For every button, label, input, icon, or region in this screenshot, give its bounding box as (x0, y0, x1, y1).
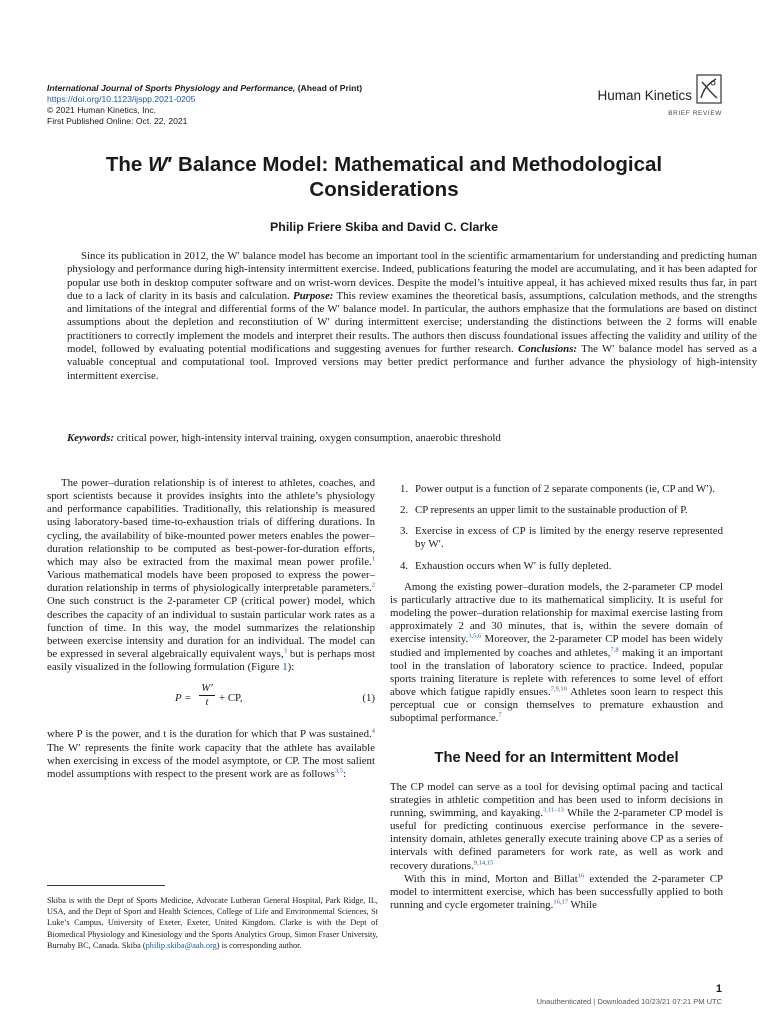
morton-paragraph (390, 873, 723, 912)
citation[interactable]: 7,9,10 (550, 685, 567, 693)
fraction-denominator: t (205, 696, 209, 709)
citation[interactable]: 1 (371, 555, 375, 563)
section-heading: The Need for an Intermittent Model (434, 749, 679, 766)
author-list: Philip Friere Skiba and David C. Clarke (270, 220, 498, 234)
list-item (390, 560, 723, 573)
cp-text-2: Moreover, the 2-parameter CP model has been widely studied and implemented by coaches and athletes, (390, 633, 723, 659)
list-number: 3. (400, 525, 409, 538)
title-post: Balance Model: Mathematical and Methodological Considerations (172, 153, 663, 201)
intro-text-1: The power–duration relationship is of interest to athletes, coaches, and sport scientists because it provides insights into the athlete’s physiology and performance capabilities. Traditionally, this relationship is measured using laboratory-based time-to-exhaustion trials of differing durations. In cycling, the availability of bike-mounted power meters enables the power–duration relationship to be computed as best-power-for-duration efforts, which may also be extracted from the maximal mean power profile. (47, 477, 375, 568)
list-number: 1. (400, 483, 409, 495)
abstract-intro: Since its publication in 2012, the W′ balance model has become an important tool in the scientific armamentarium for understanding and predicting human physiology and performance during high-intensity intermittent exercise. Indeed, publications featuring the model are accumulating, and it has been adapted for popular use both in desktop computer software and on wrist-worn devices. Despite the model’s intuitive appeal, it has achieved mixed results thus far, in part due to a lack of clarity in its basis and calculation. (67, 250, 757, 302)
equation-rhs: + CP, (219, 692, 243, 705)
corresponding-email-link[interactable]: philip.skiba@aah.org (145, 940, 217, 950)
copyright: © 2021 Human Kinetics, Inc. (47, 105, 157, 115)
citation[interactable]: 16 (577, 872, 585, 880)
intermittent-text-1: The CP model can serve as a tool for devising optimal pacing and tactical strategies in athletic competition and has been used to inform decisions in running, swimming, and kayaking. (390, 780, 723, 819)
citation[interactable]: 2 (371, 581, 375, 589)
cp-text-4: Athletes soon learn to respect this perceptual cue or consign themselves to premature exhaustion and suboptimal performance. (390, 686, 723, 725)
conclusions-label: Conclusions: (517, 343, 578, 356)
list-text: Power output is a function of 2 separate components (ie, CP and W′). (415, 483, 715, 495)
morton-text-1: With this in mind, Morton and Billat (404, 872, 578, 885)
cp-model-paragraph (390, 581, 723, 726)
human-kinetics-logo-icon (696, 74, 722, 104)
journal-header (47, 83, 362, 127)
article-title (60, 152, 708, 202)
citation[interactable]: 3 (283, 647, 287, 655)
publisher-name: Human Kinetics (597, 88, 692, 103)
assumptions-text-3: : (343, 767, 347, 780)
citation[interactable]: 7,8 (610, 645, 619, 653)
citation[interactable]: 3,5 (334, 767, 344, 775)
fraction-numerator: W′ (199, 682, 215, 696)
left-column (47, 477, 375, 781)
right-column (390, 483, 723, 912)
equation-fraction (199, 682, 215, 709)
morton-text-3: While (567, 899, 597, 912)
assumptions-text-2: The W′ represents the finite work capacity that the athlete has available when exercising in excess of the model asymptote, or CP. The most salient model assumptions with respect to the present work are as follows (47, 741, 375, 780)
abstract (67, 250, 757, 383)
intro-text-5: ): (287, 661, 295, 674)
list-number: 4. (400, 559, 409, 572)
citation[interactable]: 3,5,6 (468, 632, 482, 640)
morton-text-2: extended the 2-parameter CP model to intermittent exercise, which has been successfully applied to both running and cycle ergometer training. (390, 872, 723, 912)
footnote-divider (47, 885, 165, 886)
assumptions-text-1: where P is the power, and t is the duration for which that P was sustained. (47, 728, 372, 741)
purpose-text: This review examines the theoretical basis, assumptions, calculation methods, and the strengths and limitations of the integral and differential forms of the W′ balance model. In particular, the authors emphasize that the formulations are based on distinct assumptions about the depletion and reconstitution of W′ during intermittent exercise; understanding the distinctions between the 2 forms will enable practitioners to correctly implement the models and interpret their results. The authors then discuss foundational issues affecting the validity and utility of the model, followed by evaluating potential modifications and suggesting avenues for further research. (67, 289, 757, 356)
list-item (390, 525, 723, 551)
title-pre: The (105, 153, 149, 176)
title-prime: ′ (167, 153, 173, 176)
keywords (67, 432, 501, 444)
cp-text-3: making it an important tool in the translation of laboratory science to practice. Indeed, popular sports training literature is replete with references to some level of effort above which fatigue rapidly ensues. (390, 646, 723, 699)
journal-status: (Ahead of Print) (295, 83, 363, 93)
list-text: CP represents an upper limit to the sustainable production of P. (415, 504, 688, 517)
list-number: 2. (400, 504, 409, 517)
list-item (390, 483, 723, 496)
doi-link[interactable]: https://doi.org/10.1123/ijspp.2021-0205 (47, 94, 196, 104)
intro-text-4: but is perhaps most easily visualized in the following formulation (Figure (47, 648, 375, 674)
affiliation-text: Skiba is with the Dept of Sports Medicine, Advocate Lutheran General Hospital, Park Ridge, IL, USA, and the Dept of Sport and Health Sciences, College of Life and Environmental Sciences, St Luke’s Campus, University of Exeter, Exeter, United Kingdom. Clarke is with the Dept of Biomedical Physiology and Kinesiology and the Sports Analytics Group, Simon Fraser University, Burnaby BC, Canada. Skiba ( (47, 896, 378, 950)
citation[interactable]: 4 (371, 727, 375, 735)
equation-number: (1) (362, 692, 375, 705)
publisher-brand (562, 74, 722, 124)
intro-text-2: Various mathematical models have been proposed to express the power–duration relationship in terms of physiologically interpretable parameters. (47, 569, 375, 595)
article-type-tag: BRIEF REVIEW (668, 110, 722, 117)
journal-line (47, 83, 362, 94)
assumptions-paragraph (47, 728, 375, 781)
intermittent-paragraph (390, 781, 723, 873)
list-item (390, 504, 723, 517)
intro-text-3: One such construct is the 2-parameter CP (critical power) model, which describes the capacity of an individual to sustain particular work rates as a function of time. In this way, the model summarizes the relationship between exercise intensity and duration for an individual. The model can be expressed in several algebraically equivalent ways, (47, 595, 375, 661)
download-note: Unauthenticated | Downloaded 10/23/21 07:21 PM UTC (536, 997, 722, 1006)
keywords-label: Keywords: (67, 432, 114, 444)
citation[interactable]: 7 (498, 711, 502, 719)
page-number: 1 (715, 983, 722, 995)
equation-1 (47, 682, 375, 718)
citation[interactable]: 16,17 (553, 898, 568, 906)
keywords-text: critical power, high-intensity interval training, oxygen consumption, anaerobic threshold (114, 432, 501, 444)
citation[interactable]: 3,11–13 (543, 806, 564, 814)
list-text: Exercise in excess of CP is limited by the energy reserve represented by W′. (415, 525, 723, 551)
affiliation-end: ) is corresponding author. (216, 940, 302, 950)
equation-lhs: P = (175, 692, 192, 705)
list-text: Exhaustion occurs when W′ is fully depleted. (415, 559, 612, 572)
journal-name: International Journal of Sports Physiology and Performance, (47, 83, 296, 93)
conclusions-text: The W′ balance model has served as a valuable conceptual and computational tool. Improved versions may better predict performance and further advance the physiology of high-intensity intermittent exercise. (67, 343, 757, 382)
intermittent-text-2: While the 2-parameter CP model is useful for predicting continuous exercise performance in the severe-intensity domain, athletes generally execute training above CP as a series of intervals with defined parameters for work rate, as well as work and recovery durations. (390, 806, 724, 872)
purpose-label: Purpose: (293, 289, 334, 302)
figure-link[interactable]: 1 (282, 661, 288, 674)
cp-text-1: Among the existing power–duration models, the 2-parameter CP model is particularly attractive due to its mathematical simplicity. It is useful for modeling the power–duration relationship for maximal exercise lasting from approximately 2 and 30 minutes, that is, within the severe domain of exercise intensity. (390, 580, 723, 646)
assumptions-list (390, 483, 723, 573)
citation[interactable]: 9,14,15 (473, 858, 494, 866)
intro-paragraph (47, 477, 375, 674)
publish-date: First Published Online: Oct. 22, 2021 (47, 116, 188, 126)
author-affiliations (47, 895, 378, 951)
title-w: W (148, 153, 168, 176)
